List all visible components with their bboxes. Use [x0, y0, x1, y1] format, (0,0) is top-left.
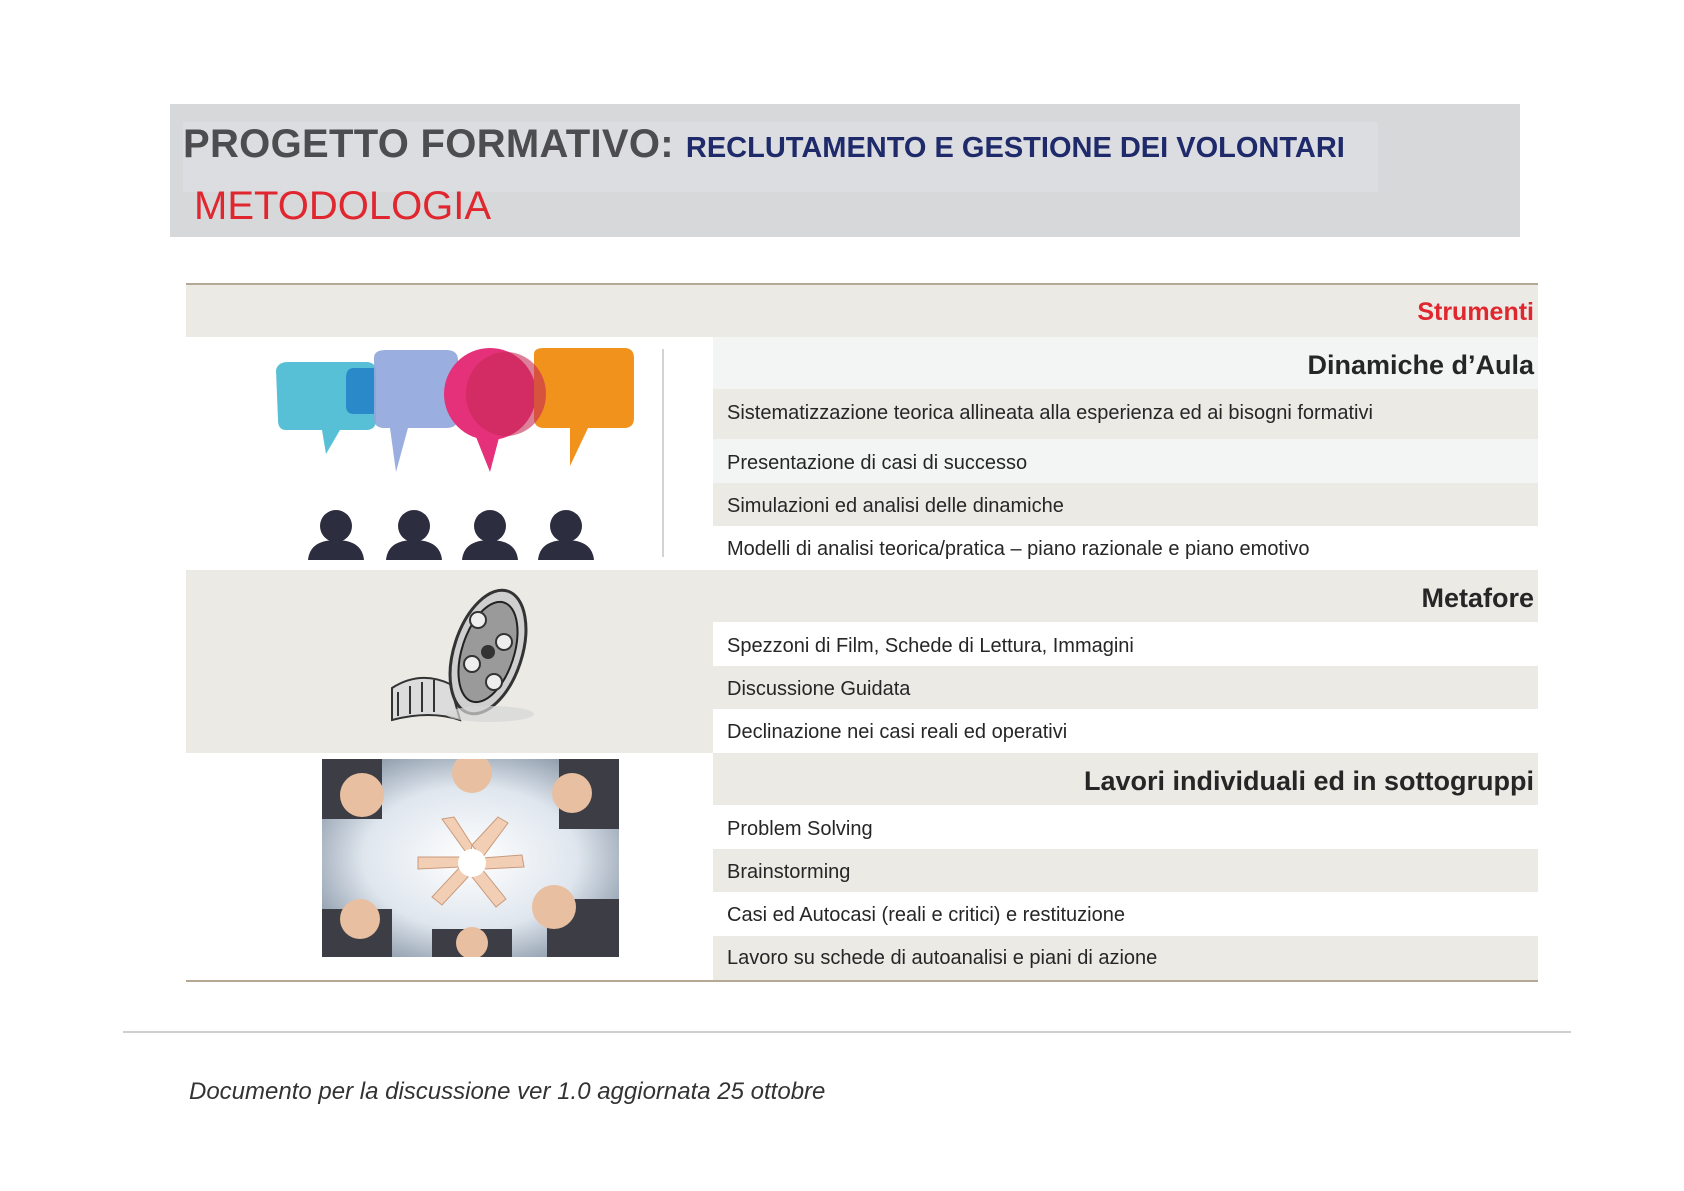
- film-reel-icon: [390, 580, 540, 726]
- list-item: Brainstorming: [727, 861, 851, 883]
- list-item: Spezzoni di Film, Schede di Lettura, Immagini: [727, 635, 1134, 657]
- list-item: Discussione Guidata: [727, 678, 911, 700]
- page-title-sub: RECLUTAMENTO E GESTIONE DEI VOLONTARI: [685, 132, 1345, 164]
- list-item: Simulazioni ed analisi delle dinamiche: [727, 495, 1064, 517]
- list-item: Presentazione di casi di successo: [727, 452, 1028, 474]
- section-title-dinamiche: Dinamiche d’Aula: [1307, 350, 1534, 380]
- list-item: Problem Solving: [727, 818, 873, 840]
- section-title-metafore: Metafore: [1421, 583, 1534, 613]
- page-title: PROGETTO FORMATIVO:: [183, 122, 674, 166]
- list-item: Sistematizzazione teorica allineata alla esperienza ed ai bisogni formativi: [727, 402, 1373, 424]
- section-title-row: [713, 570, 1538, 622]
- speech-bubbles-people-icon: [268, 348, 638, 560]
- page-subtitle: METODOLOGIA: [194, 184, 492, 228]
- title-line: [183, 122, 1378, 192]
- list-item: Declinazione nei casi reali ed operativi: [727, 721, 1068, 743]
- divider-line: [662, 349, 664, 557]
- footer-note: Documento per la discussione ver 1.0 aggiornata 25 ottobre: [189, 1078, 826, 1105]
- table-header-row: [186, 285, 1538, 337]
- section-title-lavori: Lavori individuali ed in sottogruppi: [1083, 766, 1534, 796]
- team-hands-photo: [322, 759, 619, 957]
- list-item: Lavoro su schede di autoanalisi e piani di azione: [727, 947, 1158, 969]
- list-item: Casi ed Autocasi (reali e critici) e restituzione: [727, 904, 1125, 926]
- list-item: Modelli di analisi teorica/pratica – piano razionale e piano emotivo: [727, 538, 1310, 560]
- footer-rule: [123, 1031, 1571, 1033]
- table-bottom-rule: [186, 980, 1538, 982]
- column-header-strumenti: Strumenti: [1417, 298, 1534, 326]
